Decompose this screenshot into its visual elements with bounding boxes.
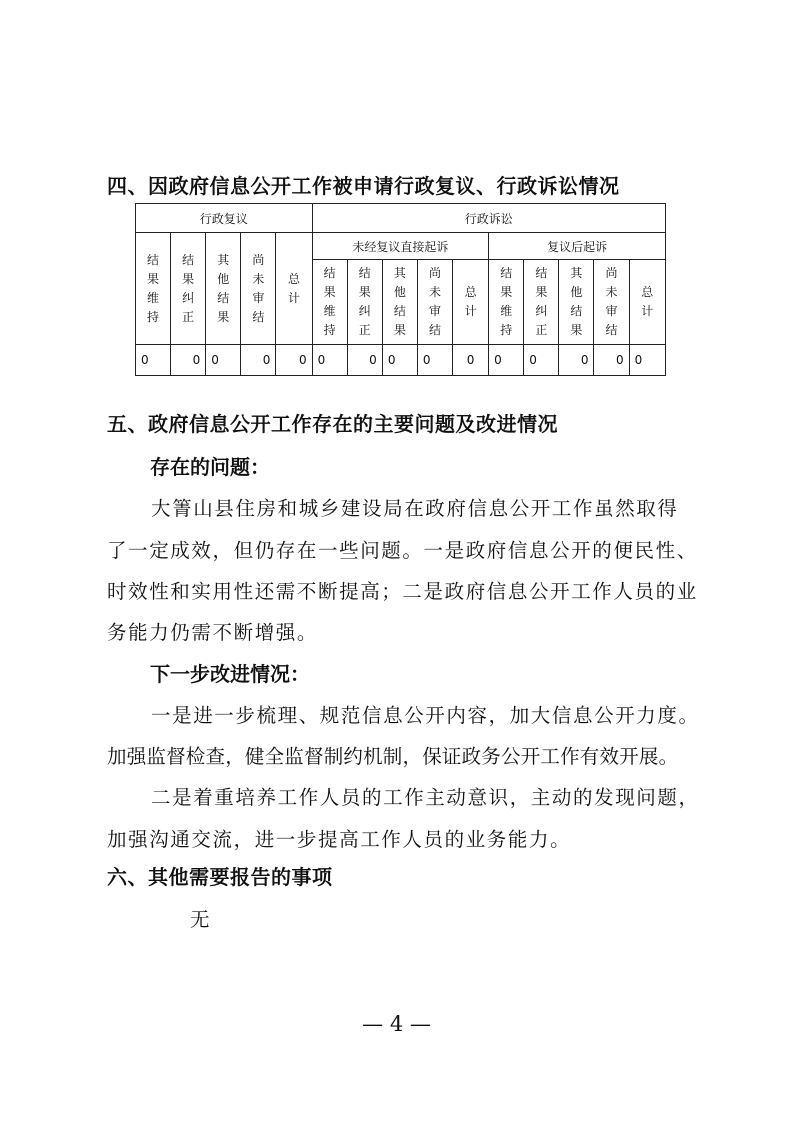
section-4-title: 四、因政府信息公开工作被申请行政复议、行政诉讼情况 bbox=[107, 174, 620, 198]
arv-col-upheld: 结 果 维 持 bbox=[489, 260, 524, 345]
paragraph-line: 一是进一步梳理、规范信息公开内容，加大信息公开力度。 bbox=[151, 704, 700, 727]
table-value: 0 bbox=[136, 345, 171, 376]
ds-col-other: 其 他 结 果 bbox=[382, 260, 417, 345]
litigation-header: 行政诉讼 bbox=[312, 204, 665, 233]
review-litigation-table bbox=[135, 203, 666, 376]
table-value: 0 bbox=[417, 345, 452, 376]
paragraph-line: 二是着重培养工作人员的工作主动意识，主动的发现问题， bbox=[151, 786, 700, 809]
ar-col-corrected: 结 果 纠 正 bbox=[171, 233, 206, 345]
section-6-title: 六、其他需要报告的事项 bbox=[107, 865, 333, 889]
direct-suit-header: 未经复议直接起诉 bbox=[312, 233, 489, 260]
admin-review-header: 行政复议 bbox=[136, 204, 313, 233]
paragraph-line: 了一定成效，但仍存在一些问题。一是政府信息公开的便民性、 bbox=[107, 539, 698, 562]
table-value: 0 bbox=[453, 345, 489, 376]
table-value: 0 bbox=[629, 345, 665, 376]
ds-col-corrected: 结 果 纠 正 bbox=[347, 260, 382, 345]
section-6-content: 无 bbox=[190, 908, 212, 931]
table-value: 0 bbox=[171, 345, 206, 376]
improve-heading: 下一步改进情况： bbox=[150, 662, 310, 686]
section-5-title: 五、政府信息公开工作存在的主要问题及改进情况 bbox=[107, 412, 558, 436]
ds-col-upheld: 结 果 维 持 bbox=[312, 260, 347, 345]
page-number: — 4 — bbox=[362, 1012, 431, 1036]
table-value: 0 bbox=[489, 345, 524, 376]
paragraph-line: 大箐山县住房和城乡建设局在政府信息公开工作虽然取得 bbox=[151, 497, 679, 520]
paragraph-line: 加强监督检查，健全监督制约机制，保证政务公开工作有效开展。 bbox=[107, 745, 679, 768]
paragraph-line: 加强沟通交流，进一步提高工作人员的业务能力。 bbox=[107, 828, 572, 851]
paragraph-line: 时效性和实用性还需不断提高；二是政府信息公开工作人员的业 bbox=[107, 580, 698, 603]
ar-col-pending: 尚 未 审 结 bbox=[241, 233, 276, 345]
table-value: 0 bbox=[524, 345, 559, 376]
table-value: 0 bbox=[382, 345, 417, 376]
paragraph-line: 务能力仍需不断增强。 bbox=[107, 621, 319, 644]
arv-col-other: 其 他 结 果 bbox=[559, 260, 594, 345]
arv-col-pending: 尚 未 审 结 bbox=[594, 260, 629, 345]
table-value: 0 bbox=[559, 345, 594, 376]
table-value: 0 bbox=[312, 345, 347, 376]
ds-col-total: 总 计 bbox=[453, 260, 489, 345]
problems-heading: 存在的问题： bbox=[150, 455, 270, 479]
ar-col-upheld: 结 果 维 持 bbox=[136, 233, 171, 345]
table-value: 0 bbox=[241, 345, 276, 376]
ar-col-other: 其 他 结 果 bbox=[206, 233, 241, 345]
arv-col-corrected: 结 果 纠 正 bbox=[524, 260, 559, 345]
after-review-header: 复议后起诉 bbox=[489, 233, 666, 260]
table-value: 0 bbox=[594, 345, 629, 376]
table-value: 0 bbox=[347, 345, 382, 376]
table-value: 0 bbox=[206, 345, 241, 376]
ds-col-pending: 尚 未 审 结 bbox=[417, 260, 452, 345]
arv-col-total: 总 计 bbox=[629, 260, 665, 345]
table-value: 0 bbox=[276, 345, 312, 376]
ar-col-total: 总 计 bbox=[276, 233, 312, 345]
